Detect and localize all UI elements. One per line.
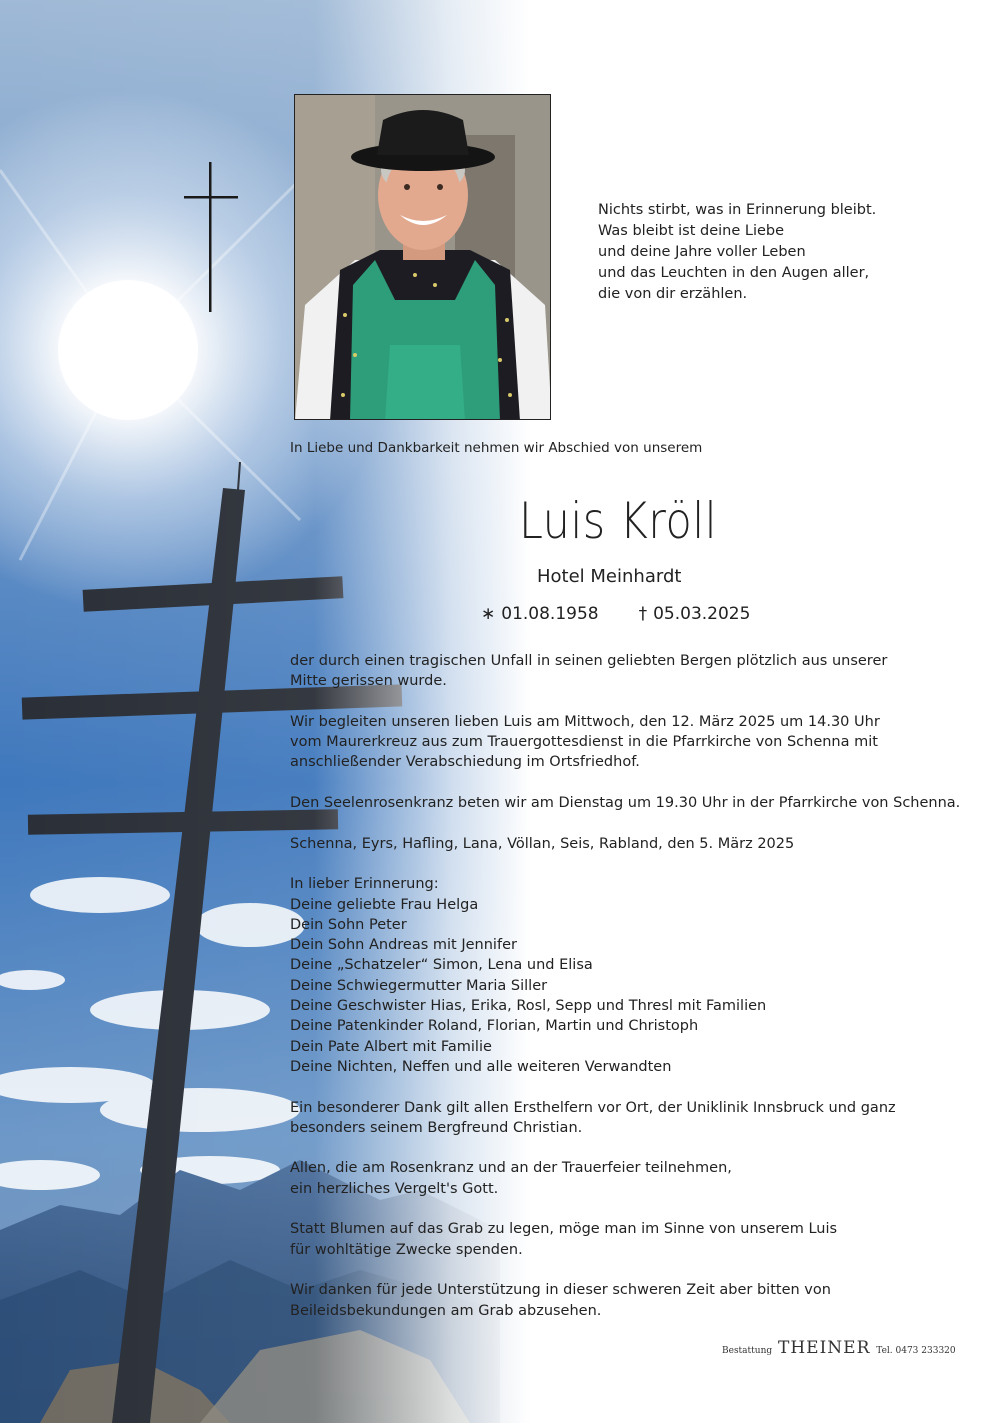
body-line: Dein Pate Albert mit Familie [290, 1038, 492, 1055]
body-line: Wir begleiten unseren lieben Luis am Mittwoch, den 12. März 2025 um 14.30 Uhr [290, 713, 880, 730]
body-line: Deine Schwiegermutter Maria Siller [290, 977, 548, 994]
cross-icon [184, 162, 238, 312]
body-line: Beileidsbekundungen am Grab abzusehen. [290, 1302, 602, 1319]
body-paragraph [290, 1280, 950, 1321]
body-line: Deine Geschwister Hias, Erika, Rosl, Sepp und Thresl mit Familien [290, 998, 767, 1015]
body-line: Statt Blumen auf das Grab zu legen, möge man im Sinne von unserem Luis [290, 1221, 838, 1238]
body-line: Den Seelenrosenkranz beten wir am Dienstag um 19.30 Uhr in der Pfarrkirche von Schenna. [290, 795, 961, 812]
footer-phone: Tel. 0473 233320 [876, 1346, 956, 1356]
body-line: für wohltätige Zwecke spenden. [290, 1241, 523, 1258]
body-line: Schenna, Eyrs, Hafling, Lana, Völlan, Seis, Rabland, den 5. März 2025 [290, 835, 795, 852]
body-paragraph [290, 834, 950, 854]
body-line: Wir danken für jede Unterstützung in dieser schweren Zeit aber bitten von [290, 1282, 831, 1299]
funeral-home-logo: THEINER [778, 1338, 871, 1358]
poem-line: die von dir erzählen. [598, 286, 748, 302]
body-paragraph [290, 793, 961, 813]
death-date: 05.03.2025 [653, 604, 751, 624]
body-paragraph [290, 874, 950, 1077]
poem-line: Was bleibt ist deine Liebe [598, 223, 785, 239]
birth-star-icon: ∗ [481, 604, 496, 624]
body-line: vom Maurerkreuz aus zum Trauergottesdienst in die Pfarrkirche von Schenna mit [290, 734, 878, 751]
body-paragraph [290, 1158, 950, 1199]
footer-prefix: Bestattung [722, 1346, 773, 1356]
body-paragraph [290, 651, 950, 692]
announcement-body [290, 651, 961, 1341]
body-line: Deine „Schatzeler“ Simon, Lena und Elisa [290, 957, 593, 974]
body-line: der durch einen tragischen Unfall in seinen geliebten Bergen plötzlich aus unserer [290, 653, 888, 669]
intro-text: In Liebe und Dankbarkeit nehmen wir Abschied von unserem [290, 440, 703, 456]
body-line: Deine Patenkinder Roland, Florian, Martin und Christoph [290, 1018, 699, 1035]
body-line: Dein Sohn Peter [290, 916, 407, 933]
funeral-home-footer [722, 1338, 956, 1358]
life-dates [481, 604, 756, 624]
deceased-name: Luis Kröll [519, 492, 717, 550]
body-line: In lieber Erinnerung: [290, 876, 439, 893]
body-line: Ein besonderer Dank gilt allen Ersthelfern vor Ort, der Uniklinik Innsbruck und ganz [290, 1099, 896, 1116]
body-line: anschließender Verabschiedung im Ortsfriedhof. [290, 754, 640, 771]
body-line: Deine geliebte Frau Helga [290, 896, 479, 913]
portrait-photo [294, 94, 551, 420]
body-line: Mitte gerissen wurde. [290, 673, 447, 690]
poem-line: und deine Jahre voller Leben [598, 244, 806, 260]
body-line: ein herzliches Vergelt's Gott. [290, 1180, 499, 1197]
memorial-poem [598, 200, 876, 305]
subtitle: Hotel Meinhardt [537, 566, 682, 587]
death-cross-icon: † [638, 604, 648, 624]
body-paragraph [290, 1219, 950, 1260]
body-line: Deine Nichten, Neffen und alle weiteren Verwandten [290, 1058, 672, 1075]
body-line: besonders seinem Bergfreund Christian. [290, 1119, 583, 1136]
body-paragraph [290, 712, 950, 773]
birth-date: 01.08.1958 [501, 604, 599, 624]
poem-line: Nichts stirbt, was in Erinnerung bleibt. [598, 202, 877, 218]
body-line: Allen, die am Rosenkranz und an der Trauerfeier teilnehmen, [290, 1160, 732, 1177]
body-line: Dein Sohn Andreas mit Jennifer [290, 937, 517, 954]
body-paragraph [290, 1098, 950, 1139]
poem-line: und das Leuchten in den Augen aller, [598, 265, 870, 281]
